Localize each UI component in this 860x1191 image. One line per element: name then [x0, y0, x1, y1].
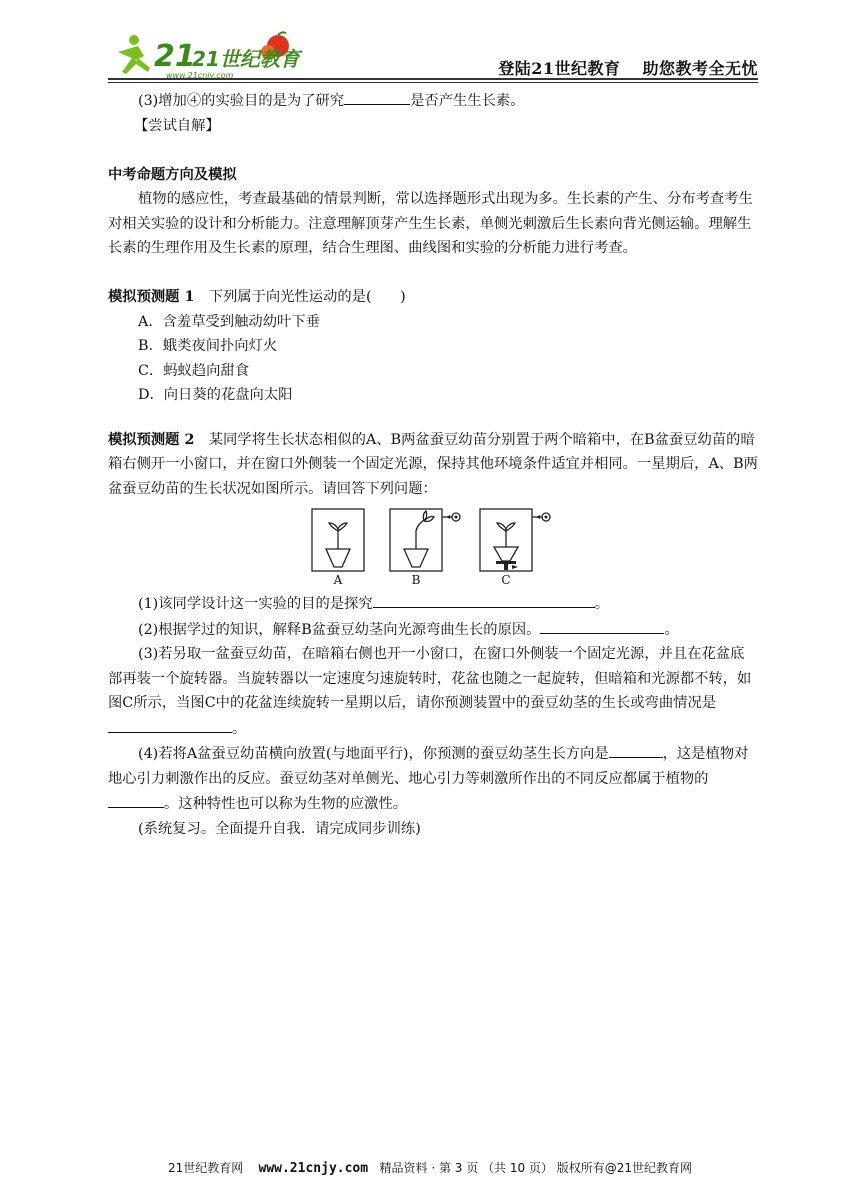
q3-text: (3)增加④的实验目的是为了研究	[138, 93, 345, 109]
q3-text-end: 是否产生生长素。	[410, 93, 525, 109]
logo-text: 21世纪教育	[192, 47, 300, 71]
q1-option-c: C．蚂蚁趋向甜食	[138, 362, 250, 379]
q2-sub4: (4)若将A盆蚕豆幼苗横向放置(与地面平行)，你预测的蚕豆幼茎生长方向是 ，这是植物对地心引力刺激作出的反应。蚕豆幼茎对单侧光、地心引力等刺激所作出的不同反应都属于植物的。这种特性也可以称为生物的应激性。	[108, 741, 758, 817]
q2-sub3: (3)若另取一盆蚕豆幼苗，在暗箱右侧也开一小窗口，在窗口外侧装一个固定光源，并且在花盆底部再装一个旋转器。当旋转器以一定速度匀速旋转时，花盆也随之一起旋转，但暗箱和光源都不转，如图C所示，当图C中的花盆连续旋转一星期以后，请你预测装置中的蚕豆幼茎的生长或弯曲情况是。	[108, 646, 752, 737]
footer-url[interactable]: www.21cnjy.com	[258, 1161, 369, 1176]
page-footer	[0, 1159, 860, 1176]
try-label: 【尝试自解】	[134, 117, 220, 134]
q1-text: 下列属于向光性运动的是( )	[208, 289, 406, 305]
q1-option-a: A．含羞草受到触动幼叶下垂	[138, 313, 320, 330]
review-note: (系统复习。全面提升自我．请完成同步训练)	[138, 820, 421, 837]
answer-blank	[540, 617, 664, 634]
q2-sub1: (1)该同学设计这一实验的目的是探究 。	[108, 591, 758, 617]
answer-blank	[108, 716, 232, 733]
q1-option-b: B．蛾类夜间扑向灯火	[138, 338, 278, 354]
page-content	[108, 88, 758, 841]
footer-site: 21世纪教育网	[167, 1161, 244, 1175]
q2-sub2: (2)根据学过的知识，解释B盆蚕豆幼茎向光源弯曲生长的原因。 。	[108, 617, 758, 643]
slogan-right: 助您教考全无忧	[642, 59, 758, 78]
footer-info: 精品资料 · 第 3 页 （共 10 页） 版权所有@21世纪教育网	[379, 1161, 693, 1175]
page-header	[108, 30, 758, 82]
header-slogan	[476, 56, 758, 79]
slogan-left: 登陆21世纪教育	[498, 59, 621, 78]
experiment-figure	[108, 505, 758, 587]
q2-stem	[108, 428, 758, 502]
logo-url: www.21cnjy.com	[166, 71, 234, 80]
q2-text: 某同学将生长状态相似的A、B两盆蚕豆幼苗分别置于两个暗箱中，在B盆蚕豆幼苗的暗箱右侧开一小窗口，并在窗口外侧装一个固定光源，保持其他环境条件适宜并相同。一星期后，A、B两盆蚕豆幼苗的生长状况如图所示。请回答下列问题：	[108, 431, 758, 497]
figure-label-c: C	[501, 573, 511, 587]
header-rule-thin	[108, 82, 758, 83]
figure-svg	[108, 505, 758, 587]
section-title: 中考命题方向及模拟	[108, 166, 237, 183]
q2-label: 模拟预测题 2	[108, 431, 195, 448]
answer-blank	[373, 591, 595, 608]
q3-line	[108, 88, 758, 114]
figure-label-b: B	[411, 573, 421, 587]
q1-label: 模拟预测题 1	[108, 289, 195, 305]
answer-blank	[108, 791, 164, 808]
answer-blank	[344, 88, 410, 105]
q1-stem	[108, 285, 758, 310]
svg-text:21: 21	[154, 39, 196, 74]
figure-label-a: A	[333, 573, 343, 587]
section-paragraph: 植物的感应性，考查最基础的情景判断，常以选择题形式出现为多。生长素的产生、分布考查考生对相关实验的设计和分析能力。注意理解顶芽产生生长素，单侧光刺激后生长素向背光侧运输。理解生长素的生理作用及生长素的原理，结合生理图、曲线图和实验的分析能力进行考查。	[108, 191, 753, 256]
header-rule	[108, 78, 758, 80]
answer-blank	[609, 741, 663, 758]
logo-21cnjy	[108, 30, 308, 80]
q1-option-d: D．向日葵的花盘向太阳	[138, 387, 293, 403]
